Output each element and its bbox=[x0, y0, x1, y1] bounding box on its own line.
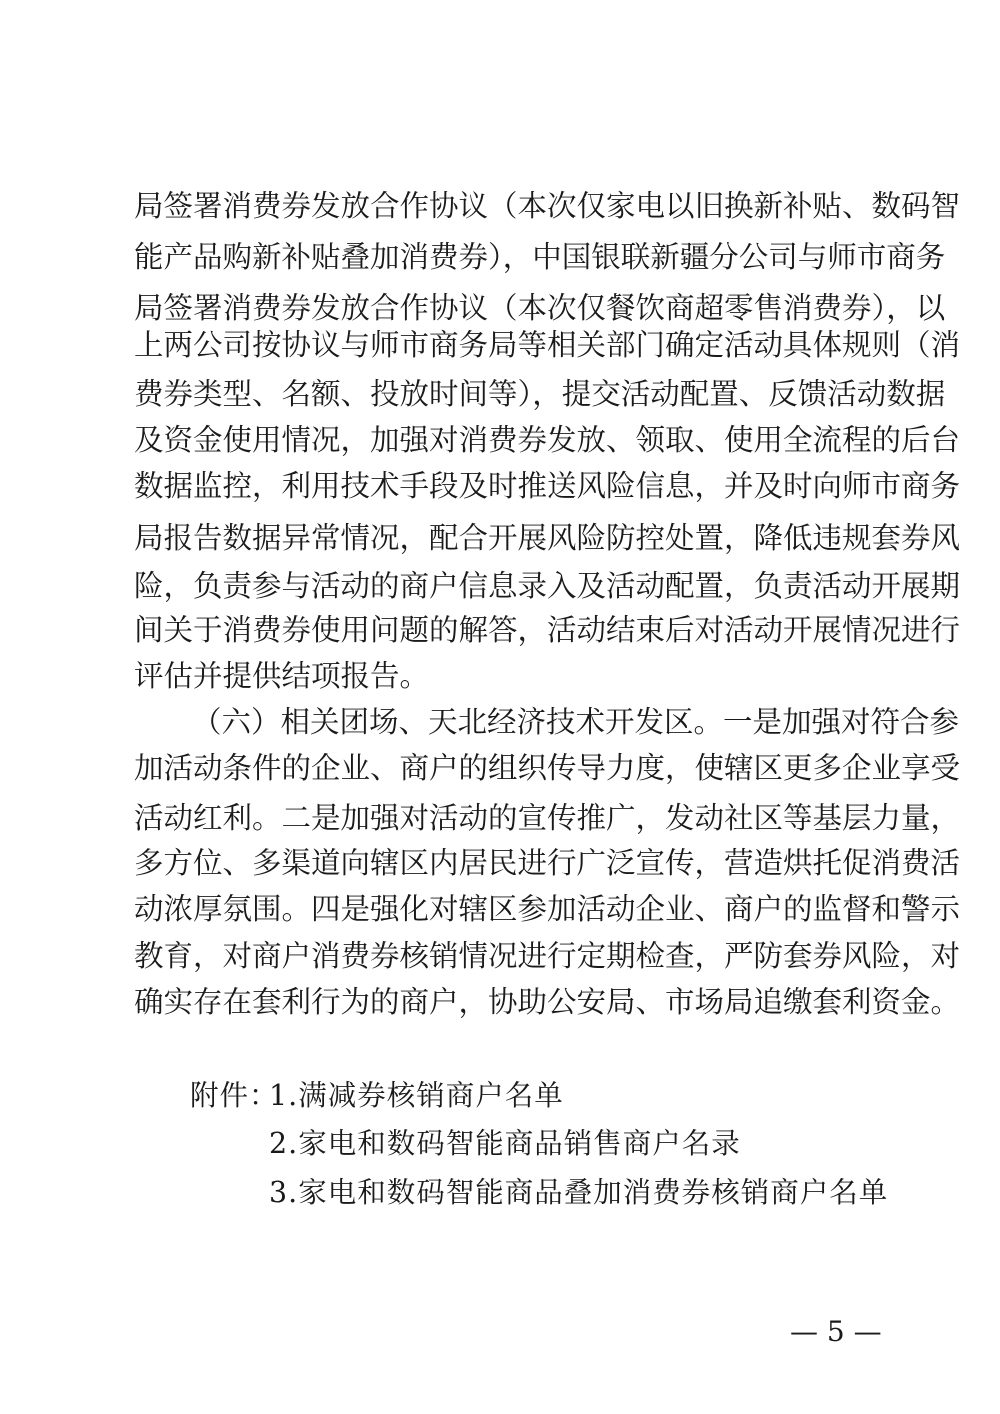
paragraph-1-line: 评估并提供结项报告。 bbox=[134, 659, 430, 693]
paragraph-1-line: 及资金使用情况，加强对消费券发放、领取、使用全流程的后台 bbox=[134, 423, 961, 457]
attachments-label: 附件： bbox=[190, 1079, 279, 1112]
paragraph-1-line: 局报告数据异常情况，配合开展风险防控处置，降低违规套券风 bbox=[134, 521, 961, 555]
paragraph-1-line: 局签署消费券发放合作协议（本次仅家电以旧换新补贴、数码智 bbox=[134, 189, 961, 223]
paragraph-2-line: 活动红利。二是加强对活动的宣传推广，发动社区等基层力量， bbox=[134, 801, 961, 835]
paragraph-1-line: 数据监控，利用技术手段及时推送风险信息，并及时向师市商务 bbox=[134, 469, 961, 503]
paragraph-2-line: 教育，对商户消费券核销情况进行定期检查，严防套券风险，对 bbox=[134, 939, 961, 973]
paragraph-2-line: 多方位、多渠道向辖区内居民进行广泛宣传，营造烘托促消费活 bbox=[134, 846, 961, 880]
paragraph-1-line: 费券类型、名额、投放时间等），提交活动配置、反馈活动数据 bbox=[134, 377, 946, 411]
paragraph-2-line: （六）相关团场、天北经济技术开发区。一是加强对符合参 bbox=[192, 705, 960, 739]
paragraph-1-line: 间关于消费券使用问题的解答，活动结束后对活动开展情况进行 bbox=[134, 613, 961, 647]
attachment-item: 1.满减券核销商户名单 bbox=[269, 1079, 564, 1112]
paragraph-1-line: 局签署消费券发放合作协议（本次仅餐饮商超零售消费券），以 bbox=[134, 291, 946, 325]
paragraph-2-line: 加活动条件的企业、商户的组织传导力度，使辖区更多企业享受 bbox=[134, 751, 961, 785]
paragraph-1-line: 险，负责参与活动的商户信息录入及活动配置，负责活动开展期 bbox=[134, 569, 961, 603]
attachment-item: 3.家电和数码智能商品叠加消费券核销商户名单 bbox=[269, 1176, 889, 1209]
paragraph-1-line: 上两公司按协议与师市商务局等相关部门确定活动具体规则（消 bbox=[134, 328, 961, 362]
paragraph-2-line: 确实存在套利行为的商户，协助公安局、市场局追缴套利资金。 bbox=[134, 985, 961, 1019]
paragraph-2-line: 动浓厚氛围。四是强化对辖区参加活动企业、商户的监督和警示 bbox=[134, 892, 961, 926]
attachment-item: 2.家电和数码智能商品销售商户名录 bbox=[269, 1127, 741, 1160]
page-number: — 5 — bbox=[790, 1315, 882, 1348]
paragraph-1-line: 能产品购新补贴叠加消费券），中国银联新疆分公司与师市商务 bbox=[134, 240, 946, 274]
